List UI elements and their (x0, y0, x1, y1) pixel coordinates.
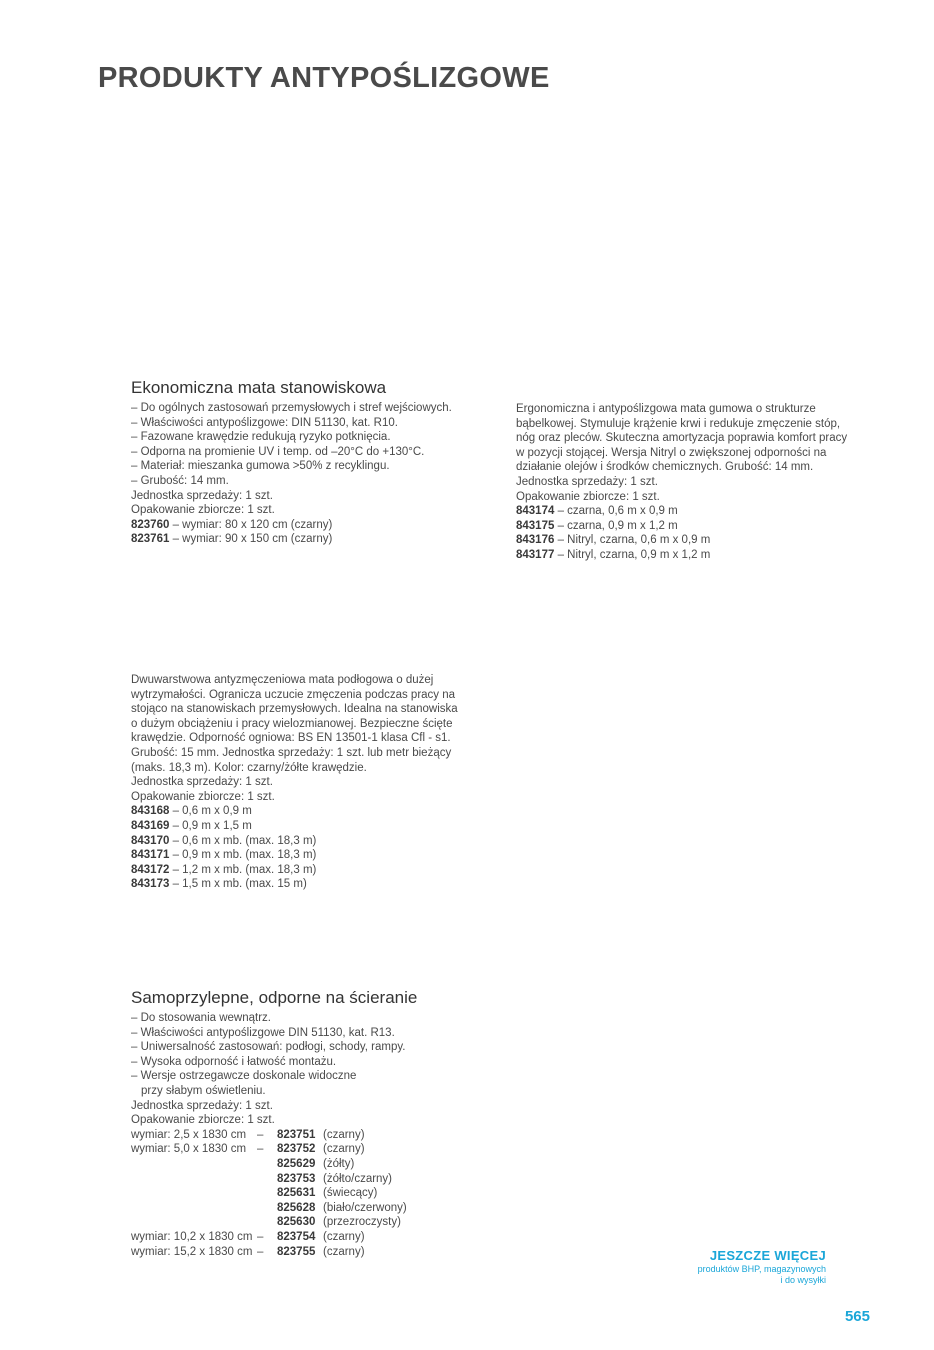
product-code: 843173 (131, 878, 170, 891)
size-label: wymiar: 5,0 x 1830 cm (131, 1143, 247, 1156)
product-desc: – 1,2 m x mb. (max. 18,3 m) (169, 863, 317, 876)
page-title: PRODUKTY ANTYPOŚLIZGOWE (98, 62, 550, 94)
product-code: 843171 (131, 849, 170, 862)
size-label (131, 1172, 257, 1187)
product-line (131, 834, 458, 849)
dash: – (257, 1143, 264, 1156)
product-line (131, 863, 458, 878)
sales-unit: Jednostka sprzedaży: 1 szt. (131, 1099, 273, 1112)
product-code: 823753 (277, 1172, 316, 1185)
table-row (131, 1215, 407, 1230)
product-line (131, 848, 458, 863)
dash (257, 1201, 277, 1216)
product-color: (czarny) (323, 1128, 365, 1141)
product-code: 843169 (131, 819, 170, 832)
description-line: o dużym obciążeniu i pracy wielozmianowej. Bezpieczne ścięte (131, 717, 453, 730)
description-line: stojąco na stanowiskach przemysłowych. Idealna na stanowiska (131, 703, 458, 716)
size-label (131, 1201, 257, 1216)
size-label: wymiar: 15,2 x 1830 cm (131, 1245, 253, 1258)
product-color: (żółto/czarny) (323, 1172, 393, 1185)
product-code: 825631 (277, 1187, 316, 1200)
description-line: bąbelkowej. Stymuluje krążenie krwi i redukuje zmęczenie stóp, (516, 417, 841, 430)
table-row (131, 1245, 407, 1260)
product-line (131, 819, 458, 834)
product-code: 823754 (277, 1230, 316, 1243)
product-desc: – 0,9 m x 1,5 m (169, 819, 252, 832)
product-code: 825629 (277, 1157, 316, 1170)
feature-line: – Wysoka odporność i łatwość montażu. (131, 1055, 337, 1068)
package-unit: Opakowanie zbiorcze: 1 szt. (131, 1114, 275, 1127)
product-color: (czarny) (323, 1143, 365, 1156)
table-row (131, 1230, 407, 1245)
feature-line: – Właściwości antypoślizgowe DIN 51130, kat. R13. (131, 1026, 395, 1039)
feature-line: – Właściwości antypoślizgowe: DIN 51130, kat. R10. (131, 416, 398, 429)
dash (257, 1157, 277, 1172)
sales-unit: Jednostka sprzedaży: 1 szt. (516, 475, 658, 488)
description-line: w pozycji stojącej. Wersja Nitryl o zwiększonej odporności na (516, 446, 827, 459)
product-desc: – 1,5 m x mb. (max. 15 m) (169, 878, 307, 891)
dash: – (257, 1230, 264, 1243)
product-desc: – czarna, 0,9 m x 1,2 m (554, 519, 678, 532)
product-desc: – 0,6 m x 0,9 m (169, 805, 252, 818)
product-line (131, 518, 452, 533)
product-line (516, 548, 847, 563)
product-color: (świecący) (323, 1187, 378, 1200)
description-line: wytrzymałości. Ogranicza uczucie zmęczenia podczas pracy na (131, 688, 456, 701)
size-label (131, 1157, 257, 1172)
description-line: krawędzie. Odporność ogniowa: BS EN 13501-1 klasa Cfl - s1. (131, 732, 451, 745)
product-desc: – 0,9 m x mb. (max. 18,3 m) (169, 849, 317, 862)
product-line (516, 533, 847, 548)
product-code: 823751 (277, 1128, 316, 1141)
feature-line: – Wersje ostrzegawcze doskonale widoczne (131, 1070, 357, 1083)
product-code: 825628 (277, 1201, 316, 1214)
size-label: wymiar: 10,2 x 1830 cm (131, 1230, 253, 1243)
more-subtext: produktów BHP, magazynowych (697, 1264, 826, 1274)
product-code: 823755 (277, 1245, 316, 1258)
feature-line: – Uniwersalność zastosowań: podłogi, schody, rampy. (131, 1041, 406, 1054)
product-desc: – czarna, 0,6 m x 0,9 m (554, 505, 678, 518)
feature-line: przy słabym oświetleniu. (141, 1084, 266, 1097)
product-color: (żółty) (323, 1157, 355, 1170)
product-desc: – 0,6 m x mb. (max. 18,3 m) (169, 834, 317, 847)
product-code: 825630 (277, 1216, 316, 1229)
product-code: 843168 (131, 805, 170, 818)
product-line (516, 504, 847, 519)
block-title: Samoprzylepne, odporne na ścieranie (131, 988, 418, 1007)
product-code: 843176 (516, 534, 555, 547)
product-code: 823761 (131, 533, 170, 546)
feature-line: – Materiał: mieszanka gumowa >50% z recyklingu. (131, 460, 390, 473)
description-line: (maks. 18,3 m). Kolor: czarny/żółte krawędzie. (131, 761, 367, 774)
dash (257, 1186, 277, 1201)
table-row (131, 1186, 407, 1201)
size-label: wymiar: 2,5 x 1830 cm (131, 1128, 247, 1141)
product-block-ergonomic-mat (516, 402, 847, 563)
more-subtext: i do wysyłki (780, 1275, 826, 1285)
page-number: 565 (844, 1308, 870, 1325)
product-code: 843175 (516, 519, 555, 532)
product-code: 823752 (277, 1143, 316, 1156)
package-unit: Opakowanie zbiorcze: 1 szt. (131, 504, 275, 517)
table-row (131, 1142, 407, 1157)
package-unit: Opakowanie zbiorcze: 1 szt. (131, 790, 275, 803)
table-row (131, 1201, 407, 1216)
feature-line: – Grubość: 14 mm. (131, 474, 229, 487)
dash (257, 1215, 277, 1230)
product-desc: – wymiar: 90 x 150 cm (czarny) (169, 533, 333, 546)
product-desc: – Nitryl, czarna, 0,6 m x 0,9 m (554, 534, 711, 547)
description-line: nóg oraz pleców. Skuteczna amortyzacja poprawia komfort pracy (516, 432, 848, 445)
product-desc: – Nitryl, czarna, 0,9 m x 1,2 m (554, 548, 711, 561)
dash: – (257, 1128, 264, 1141)
product-color: (czarny) (323, 1230, 365, 1243)
product-line (131, 532, 452, 547)
product-code: 843177 (516, 548, 555, 561)
description-line: Ergonomiczna i antypoślizgowa mata gumowa o strukturze (516, 403, 816, 415)
feature-line: – Fazowane krawędzie redukują ryzyko potknięcia. (131, 431, 391, 444)
product-code: 843174 (516, 505, 555, 518)
size-table (131, 1128, 407, 1259)
product-line (516, 519, 847, 534)
product-line (131, 877, 458, 892)
description-line: działanie olejów i środków chemicznych. Grubość: 14 mm. (516, 461, 814, 474)
product-block-self-adhesive (131, 988, 417, 1259)
product-code: 843172 (131, 863, 170, 876)
size-label (131, 1186, 257, 1201)
product-color: (czarny) (323, 1245, 365, 1258)
product-desc: – wymiar: 80 x 120 cm (czarny) (169, 518, 333, 531)
dash: – (257, 1245, 264, 1258)
product-block-double-layer-mat (131, 673, 458, 892)
table-row (131, 1128, 407, 1143)
product-color: (biało/czerwony) (323, 1201, 407, 1214)
package-unit: Opakowanie zbiorcze: 1 szt. (516, 490, 660, 503)
feature-line: – Odporna na promienie UV i temp. od –20°C do +130°C. (131, 445, 425, 458)
table-row (131, 1157, 407, 1172)
product-line (131, 804, 458, 819)
dash (257, 1172, 277, 1187)
product-block-economic-mat (131, 378, 452, 547)
description-line: Grubość: 15 mm. Jednostka sprzedaży: 1 szt. lub metr bieżący (131, 746, 452, 759)
feature-line: – Do ogólnych zastosowań przemysłowych i stref wejściowych. (131, 402, 452, 414)
sales-unit: Jednostka sprzedaży: 1 szt. (131, 776, 273, 789)
product-code: 843170 (131, 834, 170, 847)
description-line: Dwuwarstwowa antyzmęczeniowa mata podłogowa o dużej (131, 674, 434, 686)
table-row (131, 1172, 407, 1187)
product-color: (przezroczysty) (323, 1216, 401, 1229)
feature-line: – Do stosowania wewnątrz. (131, 1012, 271, 1024)
sales-unit: Jednostka sprzedaży: 1 szt. (131, 489, 273, 502)
block-title: Ekonomiczna mata stanowiskowa (131, 378, 387, 397)
more-heading[interactable]: JESZCZE WIĘCEJ (709, 1248, 826, 1263)
size-label (131, 1215, 257, 1230)
product-code: 823760 (131, 518, 170, 531)
more-products-link[interactable] (698, 1248, 826, 1286)
